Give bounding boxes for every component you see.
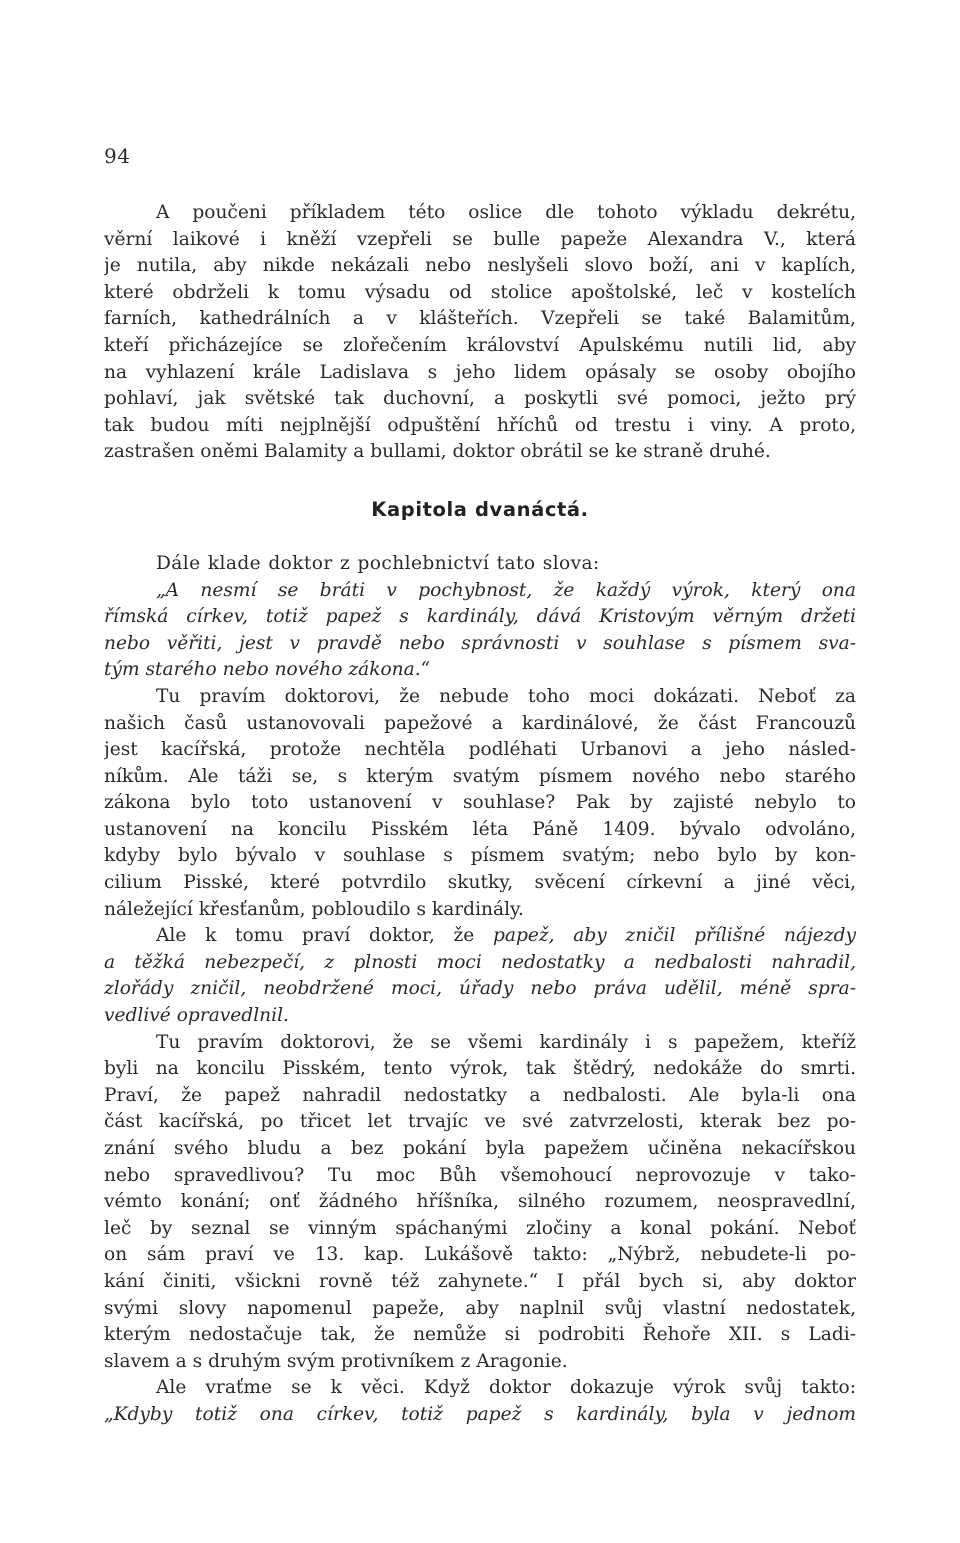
text-line: tak budou míti nejplnější odpuštění hříchů od trestu i viny. A proto, bbox=[104, 414, 856, 436]
text-span: znání svého bludu a bez pokání byla papežem učiněna nekacířskou bbox=[104, 1138, 856, 1159]
text-line: kteří přicházejíce se zlořečením království Apulskému nutili lid, aby bbox=[104, 334, 856, 356]
text-span: zákona bylo toto ustanovení v souhlase? Pak by zajisté nebylo to bbox=[104, 792, 856, 814]
text-line bbox=[104, 1030, 856, 1057]
italic-text: „A nesmí se bráti v pochybnost, že každý výrok, který ona bbox=[156, 579, 856, 601]
text-line: je nutila, aby nikde nekázali nebo neslyšeli slovo boží, ani v kaplích, bbox=[104, 255, 856, 277]
text-line bbox=[104, 950, 856, 977]
text-span: níkům. Ale táži se, s kterým svatým písmem nového nebo starého bbox=[104, 765, 856, 787]
text-span: vémto konání; onť žádného hříšníka, silného rozumem, neospravedlní, bbox=[104, 1191, 856, 1213]
text-line bbox=[104, 1375, 856, 1402]
text-line bbox=[104, 1322, 856, 1349]
italic-text: nebo věřiti, jest v pravdě nebo správnosti v souhlase s písmem sva- bbox=[104, 632, 856, 654]
text-span: slavem a s druhým svým protivníkem z Aragonie. bbox=[104, 1350, 568, 1372]
text-span: leč by seznal se vinným spáchanými zločiny a konal pokání. Neboť bbox=[104, 1217, 856, 1239]
text-span: jest kacířská, protože nechtěla podléhati Urbanovi a jeho násled- bbox=[104, 739, 856, 761]
text-line bbox=[104, 1083, 856, 1110]
text-span: část kacířská, po třicet let trvajíc ve své zatvrzelosti, kterak bez po- bbox=[104, 1111, 856, 1133]
italic-text: zlořády zničil, neobdržené moci, úřady nebo práva udělil, méně spra- bbox=[104, 978, 856, 1000]
text-line: A poučeni příkladem této oslice dle tohoto výkladu dekrétu, bbox=[156, 202, 856, 223]
italic-text: vedlivé opravedlnil. bbox=[104, 1005, 289, 1027]
text-line bbox=[104, 1242, 856, 1269]
text-line bbox=[104, 1216, 856, 1243]
italic-text: římská církev, totiž papež s kardinály, dává Kristovým věrným držeti bbox=[104, 606, 856, 628]
text-span: Tu pravím doktorovi, že se všemi kardinály i s papežem, kteříž bbox=[156, 1031, 856, 1053]
text-line: které obdrželi k tomu výsadu od stolice apoštolské, leč v kostelích bbox=[104, 281, 856, 303]
text-line bbox=[104, 976, 856, 1003]
text-line bbox=[104, 1056, 856, 1083]
text-span: svými slovy napomenul papeže, aby naplnil svůj vlastní nedostatek, bbox=[104, 1297, 856, 1319]
text-span: on sám praví ve 13. kap. Lukášově takto: „Nýbrž, nebudete-li po- bbox=[104, 1244, 856, 1266]
text-span: našich časů ustanovovali papežové a kardinálové, že část Francouzů bbox=[104, 712, 856, 734]
text-line bbox=[104, 870, 856, 897]
text-span: kání činiti, všickni rovně též zahynete.“ I přál bych si, aby doktor bbox=[104, 1270, 856, 1292]
text-line: zastrašen oněmi Balamity a bullami, doktor obrátil se ke straně druhé. bbox=[104, 441, 771, 463]
italic-text: „Kdyby totiž ona církev, totiž papež s kardinály, byla v jednom bbox=[104, 1403, 856, 1425]
text-line bbox=[104, 1109, 856, 1136]
text-span: kterým nedostačuje tak, že nemůže si podrobiti Řehoře XII. s Ladi- bbox=[104, 1324, 856, 1346]
text-span: Ale vraťme se k věci. Když doktor dokazuje výrok svůj takto: bbox=[156, 1377, 856, 1399]
text-span: ustanovení na koncilu Pisském léta Páně 1409. bývalo odvoláno, bbox=[104, 818, 856, 840]
text-line: věrní laikové i kněží vzepřeli se bulle papeže Alexandra V., která bbox=[104, 228, 856, 250]
text-line bbox=[104, 1349, 856, 1376]
text-span: nebo spravedlivou? Tu moc Bůh všemohoucí neprovozuje v tako- bbox=[104, 1164, 856, 1186]
text-line: pohlaví, jak světské tak duchovní, a poskytli své pomoci, ježto prý bbox=[104, 388, 856, 410]
italic-text: papež, aby zničil přílišné nájezdy bbox=[492, 925, 856, 947]
text-span: Dále klade doktor z pochlebnictví tato slova: bbox=[156, 552, 600, 574]
text-line bbox=[104, 631, 856, 658]
text-line bbox=[104, 657, 856, 684]
text-span: Tu pravím doktorovi, že nebude toho moci dokázati. Neboť za bbox=[156, 685, 856, 707]
text-line bbox=[104, 1269, 856, 1296]
text-line bbox=[104, 578, 856, 605]
text-line: farních, kathedrálních a v klášteřích. Vzepřeli se také Balamitům, bbox=[104, 308, 856, 330]
italic-text: a těžká nebezpečí, z plnosti moci nedostatky a nedbalosti nahradil, bbox=[104, 951, 856, 973]
text-span: Praví, že papež nahradil nedostatky a nedbalosti. Ale byla-li ona bbox=[104, 1084, 856, 1106]
text-line bbox=[104, 1003, 856, 1030]
text-span: cilium Pisské, které potvrdilo skutky, svěcení církevní a jiné věci, bbox=[104, 872, 856, 894]
text-span: náležející křesťanům, pobloudilo s kardinály. bbox=[104, 898, 524, 920]
text-line bbox=[104, 1163, 856, 1190]
text-line bbox=[104, 551, 856, 578]
italic-text: tým starého nebo nového zákona.“ bbox=[104, 659, 431, 681]
page-number: 94 bbox=[104, 144, 131, 168]
chapter-heading: Kapitola dvanáctá. bbox=[371, 497, 589, 521]
body-text bbox=[104, 200, 856, 1429]
text-line bbox=[104, 684, 856, 711]
text-line bbox=[104, 737, 856, 764]
paragraph-before-heading bbox=[104, 200, 856, 466]
paragraphs-after-heading bbox=[104, 551, 856, 1429]
text-line bbox=[104, 1296, 856, 1323]
text-span: kdyby bylo bývalo v souhlase s písmem svatým; nebo bylo by kon- bbox=[104, 845, 856, 867]
text-line bbox=[104, 1402, 856, 1429]
text-span: Ale k tomu praví doktor, že bbox=[156, 925, 493, 947]
text-line bbox=[104, 790, 856, 817]
text-line bbox=[104, 1136, 856, 1163]
text-line: na vyhlazení krále Ladislava s jeho lidem opásaly se osoby obojího bbox=[104, 361, 856, 383]
text-span: byli na koncilu Pisském, tento výrok, tak štědrý, nedokáže do smrti. bbox=[104, 1058, 856, 1080]
text-line bbox=[104, 923, 856, 950]
text-line bbox=[104, 604, 856, 631]
text-line bbox=[104, 1189, 856, 1216]
text-line bbox=[104, 843, 856, 870]
chapter-heading-wrap bbox=[104, 466, 856, 551]
text-line bbox=[104, 897, 856, 924]
text-line bbox=[104, 764, 856, 791]
text-line bbox=[104, 711, 856, 738]
text-line bbox=[104, 817, 856, 844]
